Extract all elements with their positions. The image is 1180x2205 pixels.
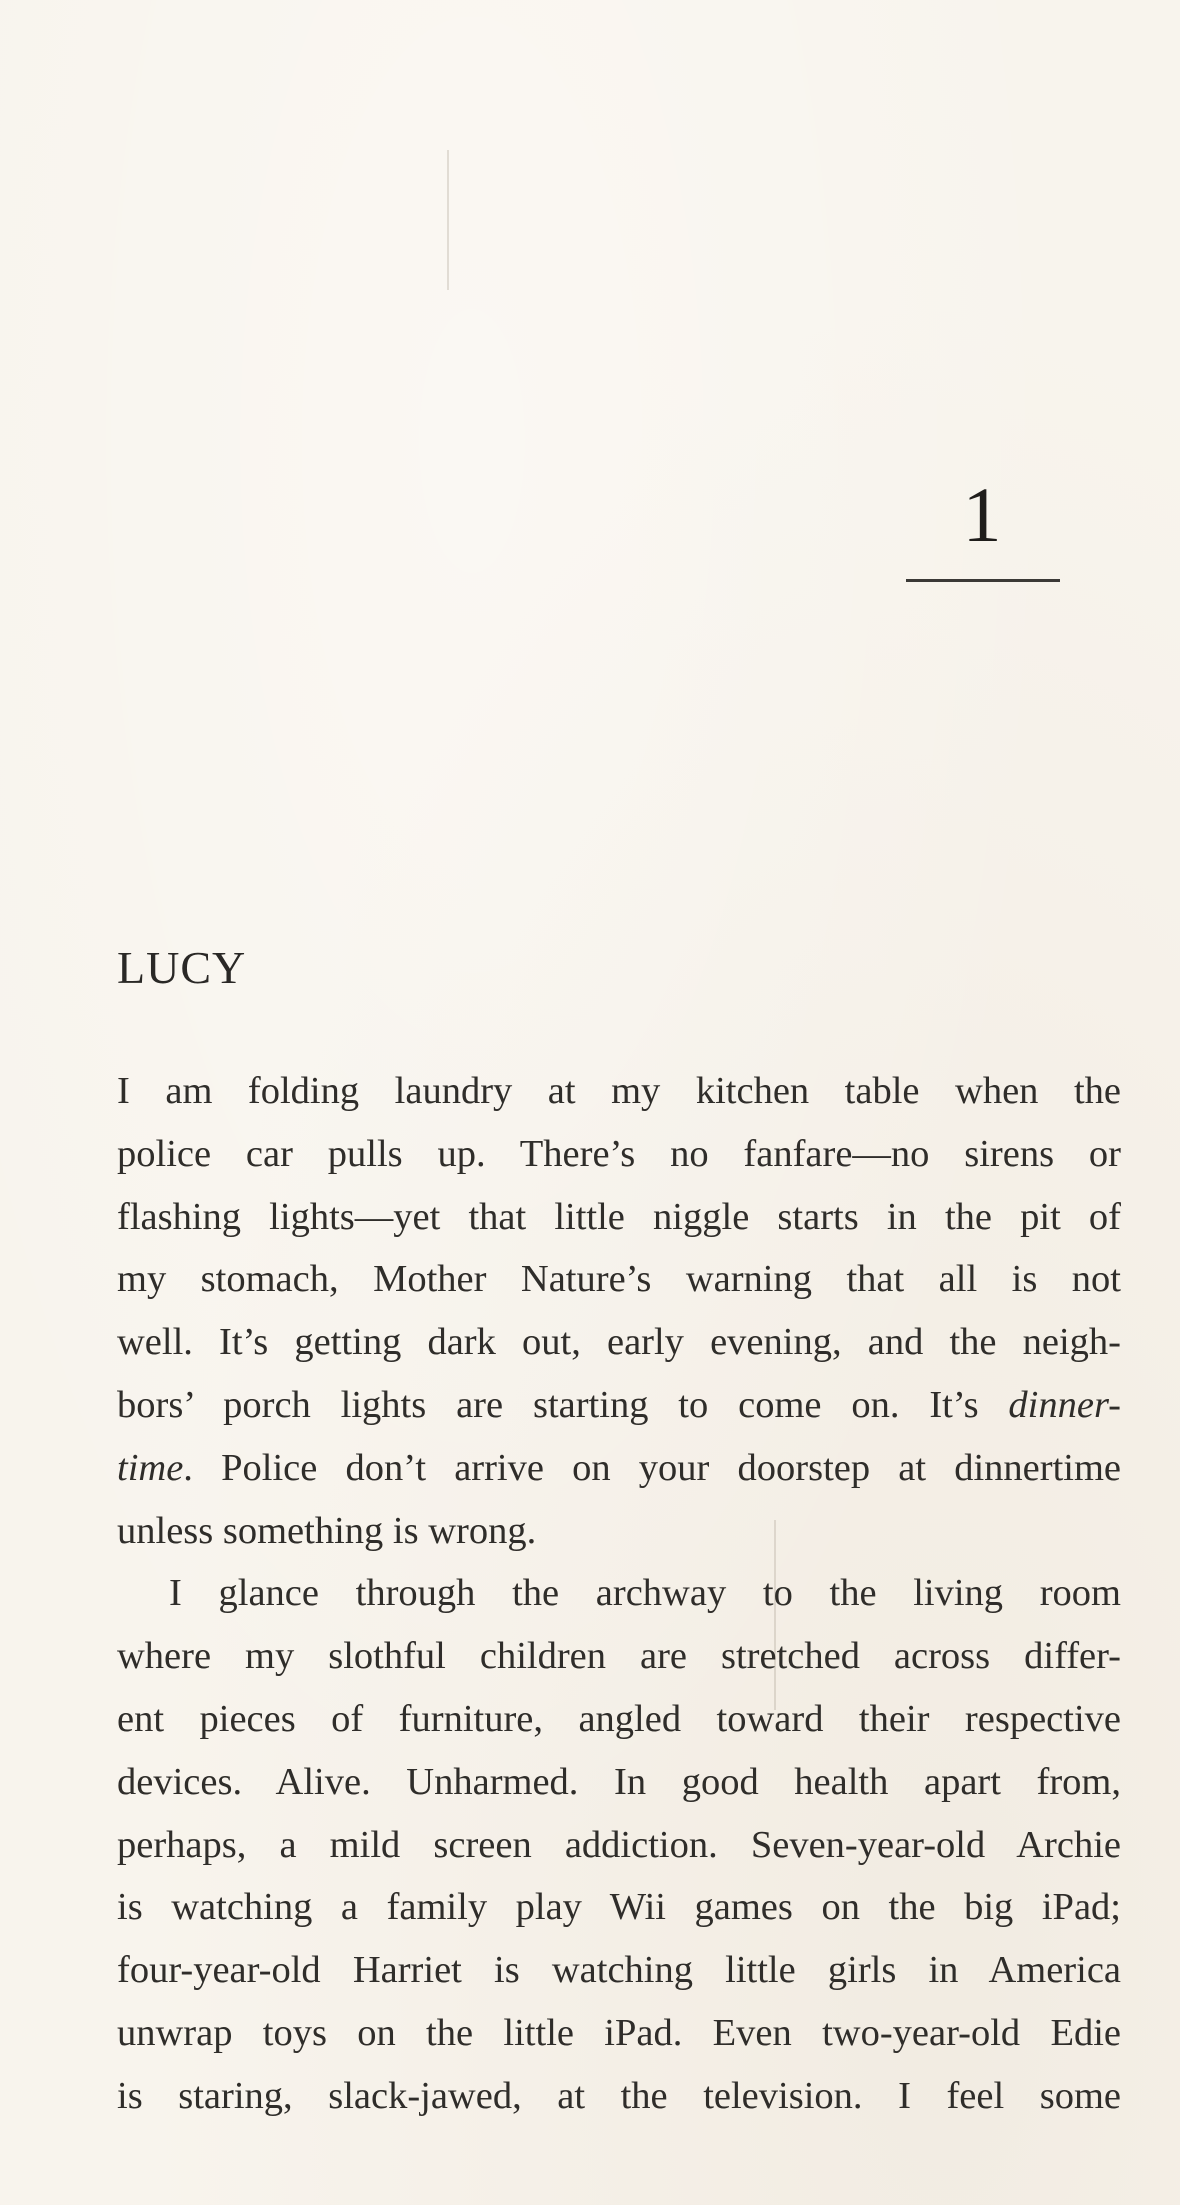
text-line	[117, 1060, 1121, 1123]
text-line	[117, 1814, 1121, 1877]
text-line	[117, 1374, 1121, 1437]
chapter-narrator-heading: LUCY	[117, 942, 247, 993]
paragraph	[117, 1060, 1121, 1562]
text-run: . Police don’t arrive on your doorstep at dinnertime	[183, 1446, 1121, 1489]
text-line	[117, 1311, 1121, 1374]
text-run: unless something is wrong.	[117, 1509, 537, 1552]
text-run: police car pulls up. There’s no fanfare—no sirens or	[117, 1132, 1121, 1175]
text-line	[117, 1437, 1121, 1500]
italic-text: time	[117, 1446, 184, 1489]
text-run: four-year-old Harriet is watching little girls in America	[117, 1949, 1121, 1992]
text-run: perhaps, a mild screen addiction. Seven-year-old Archie	[117, 1823, 1121, 1866]
text-run: well. It’s getting dark out, early evening, and the neigh-	[117, 1321, 1121, 1364]
text-run: is staring, slack-jawed, at the television. I feel some	[117, 2074, 1121, 2117]
text-run: I glance through the archway to the living room	[169, 1572, 1121, 1615]
chapter-rule	[906, 579, 1060, 582]
text-line	[117, 2065, 1121, 2128]
text-line	[117, 1562, 1121, 1625]
text-run: bors’ porch lights are starting to come on. It’s	[117, 1383, 1009, 1426]
text-run: is watching a family play Wii games on the big iPad;	[117, 1886, 1121, 1929]
text-run: flashing lights—yet that little niggle starts in the pit of	[117, 1195, 1121, 1238]
page-crease-mark	[447, 150, 449, 290]
text-line	[117, 1186, 1121, 1249]
paragraph	[117, 1562, 1121, 2127]
italic-text: dinner-	[1008, 1383, 1121, 1426]
text-line	[117, 1939, 1121, 2002]
text-line	[117, 1751, 1121, 1814]
text-run: ent pieces of furniture, angled toward their respective	[117, 1697, 1121, 1740]
text-run: I am folding laundry at my kitchen table when the	[117, 1070, 1121, 1112]
text-line	[117, 1625, 1121, 1688]
body-text	[117, 1060, 1121, 2128]
chapter-number: 1	[962, 471, 1002, 558]
text-line	[117, 1248, 1121, 1311]
text-line	[117, 1123, 1121, 1186]
text-line	[117, 1688, 1121, 1751]
text-run: my stomach, Mother Nature’s warning that all is not	[117, 1258, 1121, 1301]
text-run: devices. Alive. Unharmed. In good health apart from,	[117, 1760, 1121, 1803]
text-line	[117, 1876, 1121, 1939]
text-run: unwrap toys on the little iPad. Even two-year-old Edie	[117, 2011, 1121, 2054]
text-line	[117, 1500, 1121, 1563]
text-line	[117, 2002, 1121, 2065]
text-run: where my slothful children are stretched across differ-	[117, 1635, 1121, 1678]
